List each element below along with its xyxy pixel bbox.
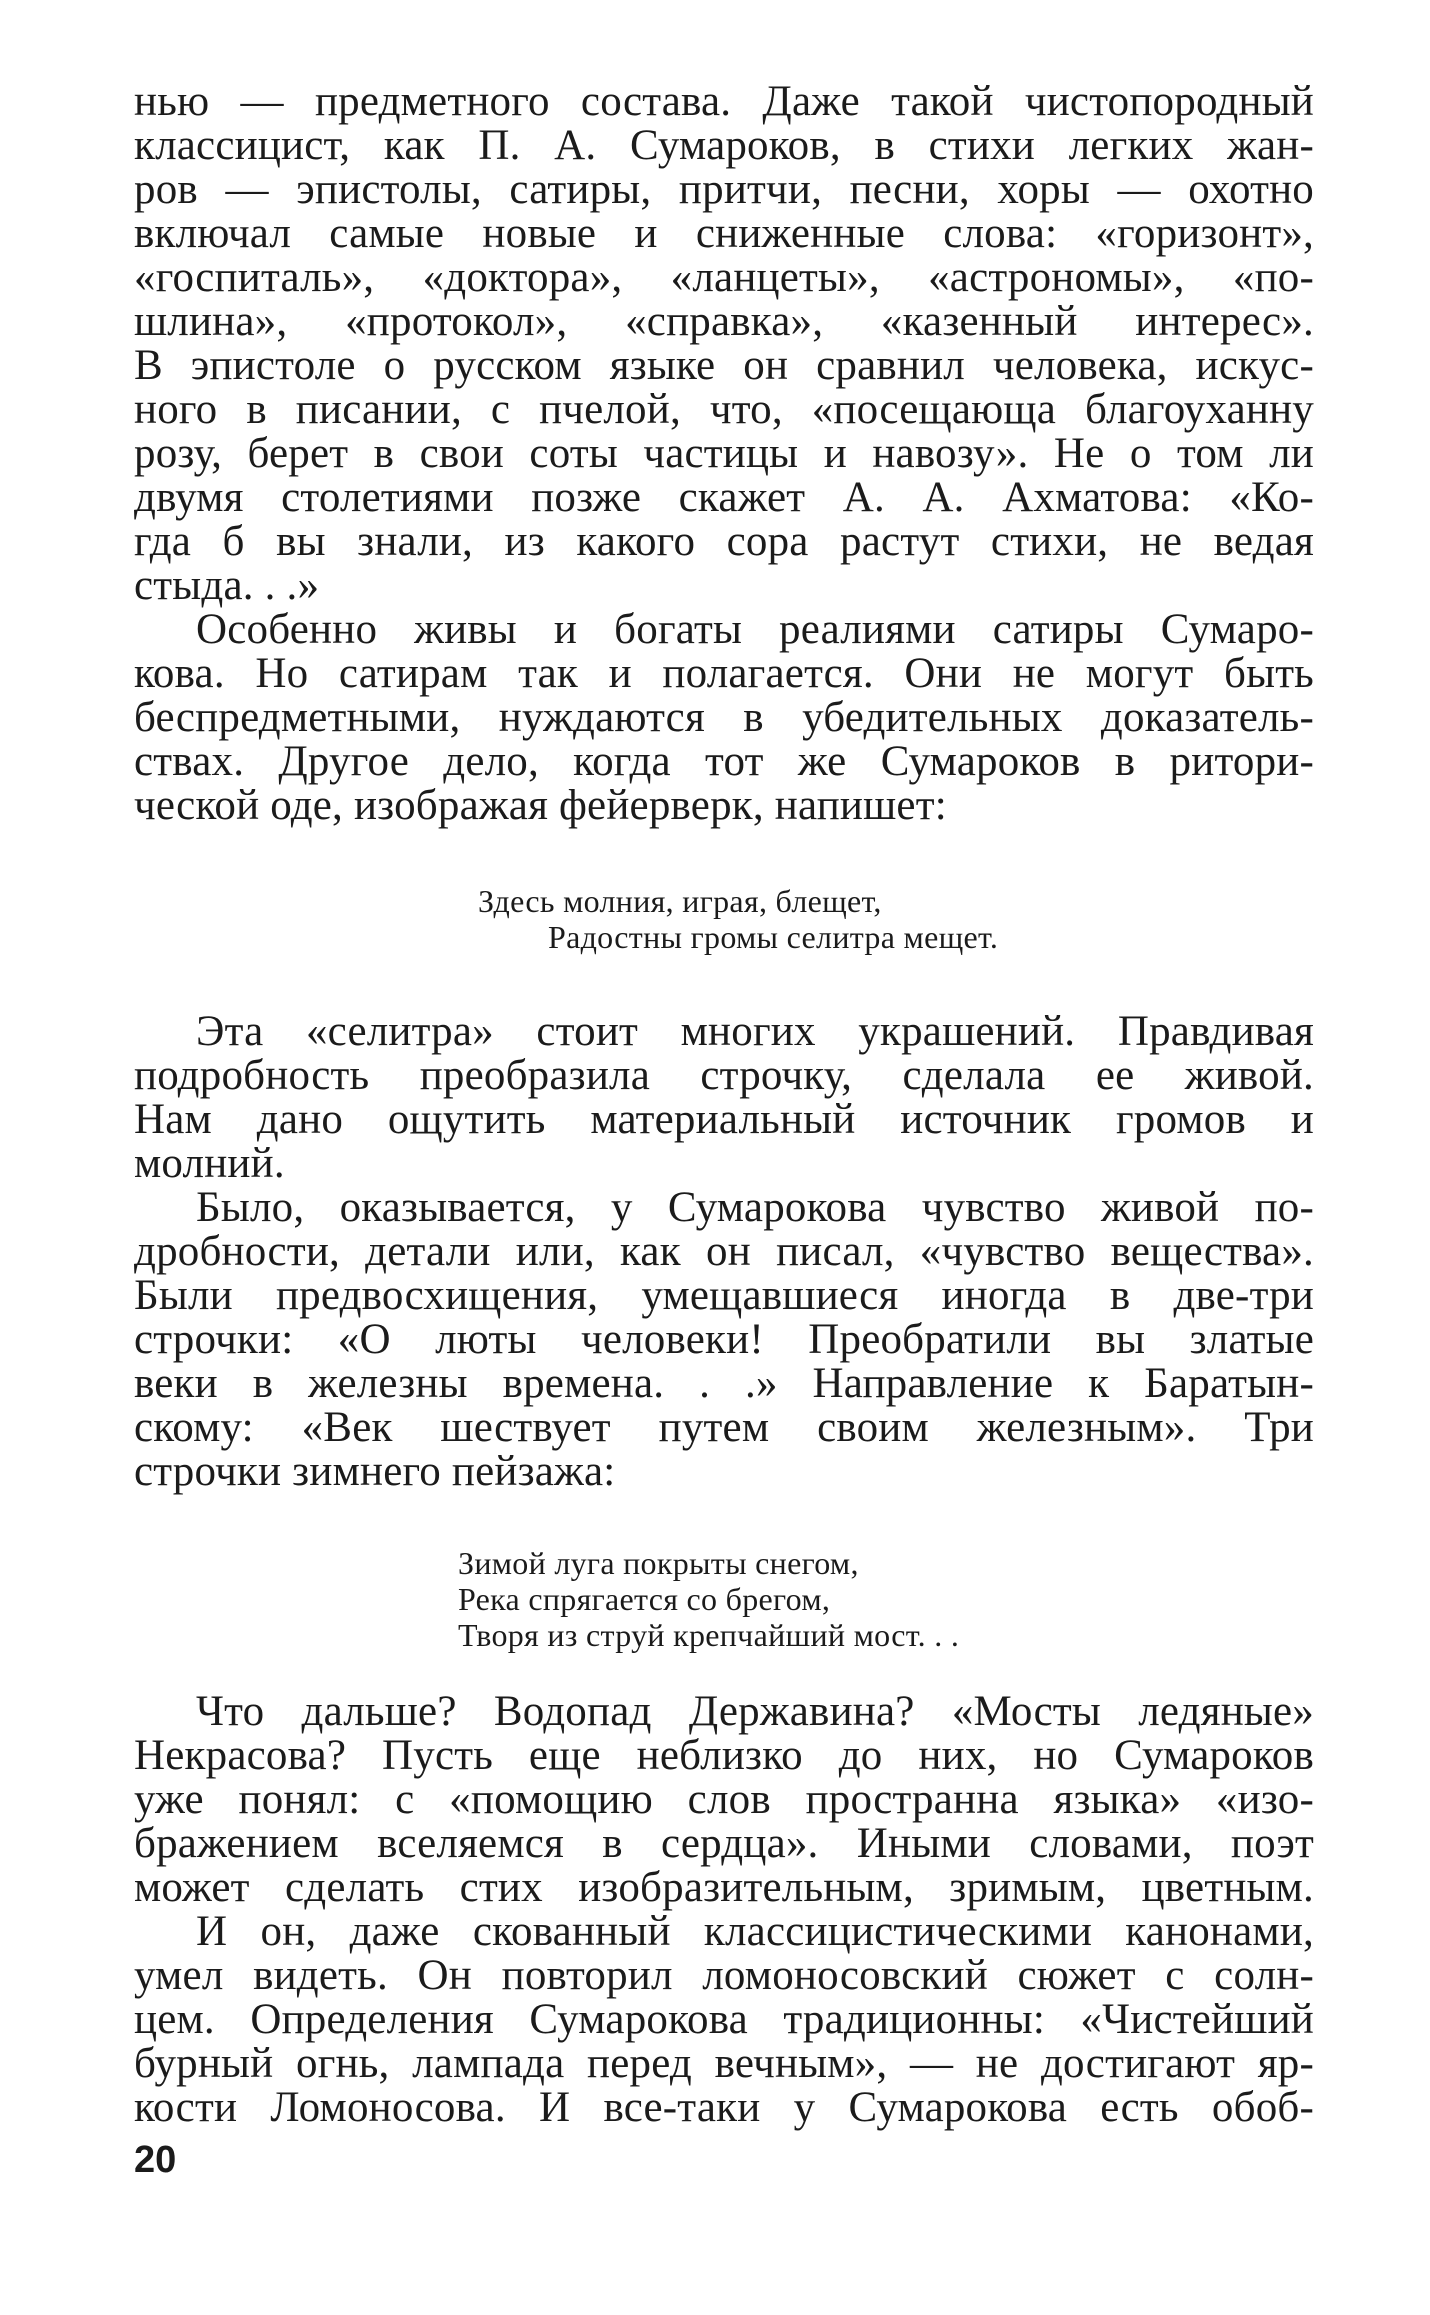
- verse-line: Зимой луга покрыты снегом,: [458, 1545, 859, 1581]
- text-line: беспредметными, нуждаются в убедительных доказатель-: [134, 694, 1314, 741]
- text-line: ческой оде, изображая фейерверк, напишет:: [134, 782, 947, 829]
- verse-line: Река спрягается со брегом,: [458, 1581, 831, 1617]
- text-line: цем. Определения Сумарокова традиционны: «Чистейший: [134, 1996, 1314, 2043]
- text-line: ствах. Другое дело, когда тот же Сумароков в ритори-: [134, 738, 1314, 785]
- text-line: двумя столетиями позже скажет А. А. Ахматова: «Ко-: [134, 474, 1314, 521]
- text-line: «госпиталь», «доктора», «ланцеты», «астрономы», «по-: [134, 254, 1314, 301]
- text-line: дробности, детали или, как он писал, «чувство вещества».: [134, 1228, 1314, 1275]
- text-line: умел видеть. Он повторил ломоносовский сюжет с солн-: [134, 1952, 1314, 1999]
- text-line: ного в писании, с пчелой, что, «посещающа благоуханну: [134, 386, 1314, 433]
- text-line: В эпистоле о русском языке он сравнил человека, искус-: [134, 342, 1314, 389]
- verse-line: Радостны громы селитра мещет.: [548, 919, 999, 955]
- text-line: Нам дано ощутить материальный источник громов и: [134, 1096, 1314, 1143]
- page-number: 20: [134, 2139, 177, 2181]
- text-line: кова. Но сатирам так и полагается. Они не могут быть: [134, 650, 1314, 697]
- paragraph-start: Особенно живы и богаты реалиями сатиры Сумаро-: [196, 606, 1314, 653]
- verse-line: Творя из струй крепчайший мост. . .: [458, 1617, 960, 1653]
- text-line: молний.: [134, 1140, 285, 1187]
- text-line: Были предвосхищения, умещавшиеся иногда в две-три: [134, 1272, 1314, 1319]
- text-line: веки в железны времена. . .» Направление к Баратын-: [134, 1360, 1314, 1407]
- text-line: классицист, как П. А. Сумароков, в стихи легких жан-: [134, 122, 1314, 169]
- text-line: ров — эпистолы, сатиры, притчи, песни, хоры — охотно: [134, 166, 1314, 213]
- text-line: Некрасова? Пусть еще неблизко до них, но Сумароков: [134, 1732, 1314, 1779]
- text-line: бражением вселяемся в сердца». Иными словами, поэт: [134, 1820, 1314, 1867]
- text-line: гда б вы знали, из какого сора растут стихи, не ведая: [134, 518, 1314, 565]
- paragraph-start: Что дальше? Водопад Державина? «Мосты ледяные»: [196, 1688, 1314, 1735]
- text-line: может сделать стих изобразительным, зримым, цветным.: [134, 1864, 1314, 1911]
- text-line: розу, берет в свои соты частицы и навозу». Не о том ли: [134, 430, 1314, 477]
- text-line: стыда. . .»: [134, 562, 320, 609]
- text-line: строчки: «О люты человеки! Преобратили вы златые: [134, 1316, 1314, 1363]
- paragraph-start: И он, даже скованный классицистическими канонами,: [196, 1908, 1314, 1955]
- text-line: подробность преобразила строчку, сделала ее живой.: [134, 1052, 1314, 1099]
- verse-line: Здесь молния, играя, блещет,: [478, 883, 882, 919]
- text-line: скому: «Век шествует путем своим железным». Три: [134, 1404, 1314, 1451]
- paragraph-start: Эта «селитра» стоит многих украшений. Правдивая: [196, 1008, 1314, 1055]
- text-line: бурный огнь, лампада перед вечным», — не достигают яр-: [134, 2040, 1314, 2087]
- text-line: кости Ломоносова. И все-таки у Сумарокова есть обоб-: [134, 2084, 1314, 2131]
- paragraph-start: Было, оказывается, у Сумарокова чувство живой по-: [196, 1184, 1314, 1231]
- text-line: шлина», «протокол», «справка», «казенный интерес».: [134, 298, 1314, 345]
- text-line: нью — предметного состава. Даже такой чистопородный: [134, 78, 1314, 125]
- text-line: включал самые новые и сниженные слова: «горизонт»,: [134, 210, 1314, 257]
- text-line: уже понял: с «помощию слов пространна языка» «изо-: [134, 1776, 1314, 1823]
- text-line: строчки зимнего пейзажа:: [134, 1448, 616, 1495]
